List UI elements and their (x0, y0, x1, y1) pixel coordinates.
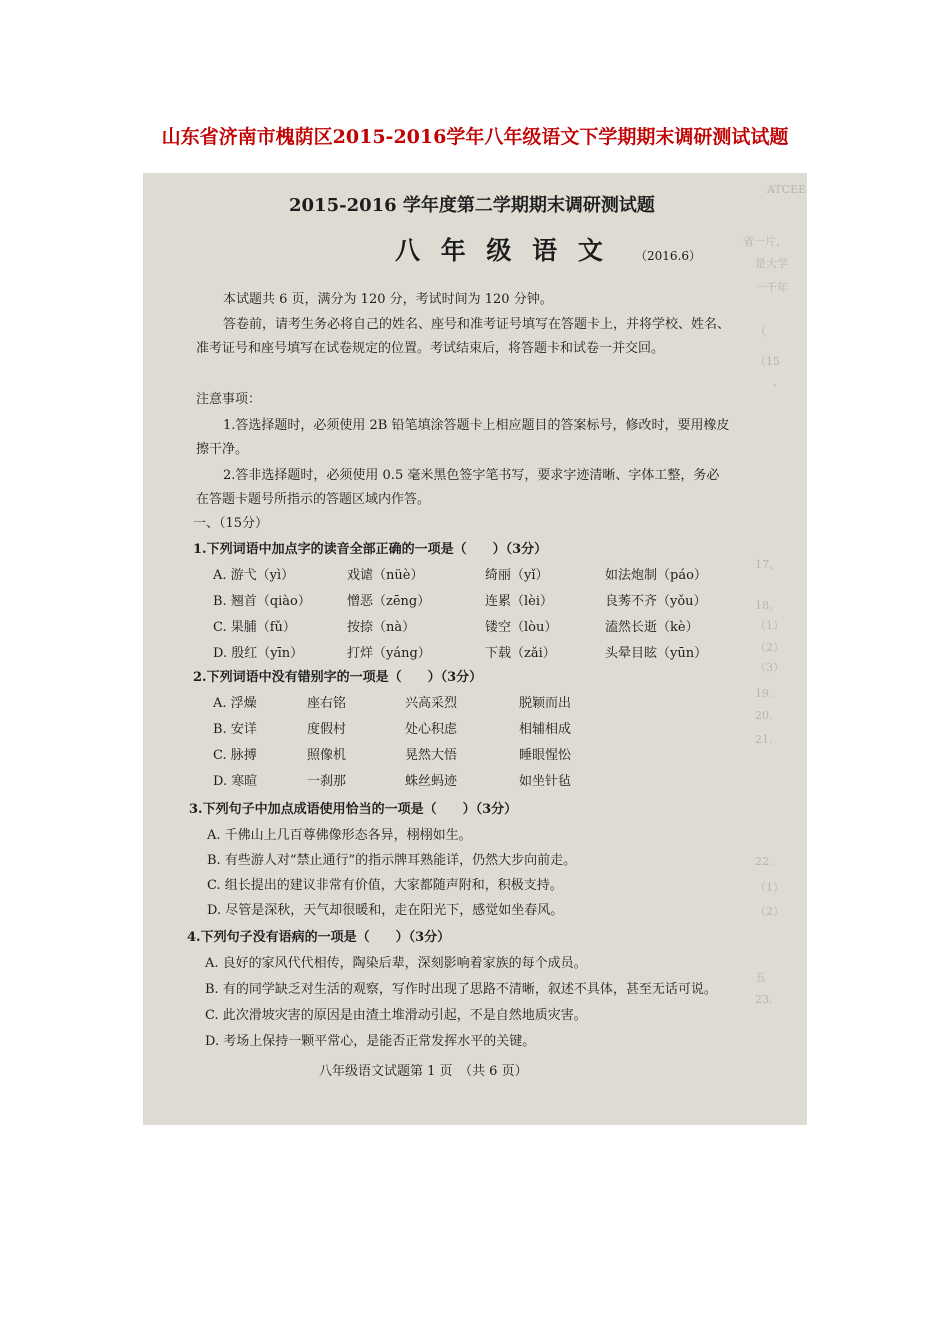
bleed-through-text: 五 (755, 971, 766, 984)
q1-option-word: 憎恶（zēng） (347, 594, 431, 609)
q1-option-word: C. 果脯（fǔ） (213, 620, 296, 635)
q1-option-word: 镂空（lòu） (485, 620, 558, 635)
q2-option-word: 处心积虑 (405, 722, 458, 737)
bleed-through-text: ATCEE (767, 183, 807, 196)
bleed-through-text: （1） (755, 881, 784, 894)
notice-line: 在答题卡题号所指示的答题区域内作答。 (196, 492, 431, 507)
q1-option-word: 绮丽（yǐ） (485, 568, 549, 583)
bleed-through-text: 省一片， (743, 235, 787, 248)
bleed-through-text: （ (755, 325, 766, 338)
q4-option: A. 良好的家风代代相传，陶染后辈，深刻影响着家族的每个成员。 (205, 956, 587, 971)
question-2-stem: 2.下列词语中没有错别字的一项是（ ）（3分） (193, 670, 483, 685)
q2-option-word: 一刹那 (307, 774, 347, 789)
q2-option-word: 晃然大悟 (405, 748, 458, 763)
bleed-through-text: 22. (755, 855, 773, 868)
q3-option: D. 尽管是深秋，天气却很暖和，走在阳光下，感觉如坐春风。 (207, 903, 564, 918)
bleed-through-text: 18。 (755, 599, 780, 612)
q2-option-word: 兴高采烈 (405, 696, 458, 711)
q2-option-word: 脱颖而出 (519, 696, 572, 711)
intro-line: 本试题共 6 页，满分为 120 分，考试时间为 120 分钟。 (223, 292, 553, 307)
q1-option-word: B. 翘首（qiào） (213, 594, 311, 609)
q2-option-word: 相辅相成 (519, 722, 572, 737)
q2-option-word: 睡眼惺忪 (519, 748, 572, 763)
notice-title: 注意事项： (196, 392, 262, 407)
q1-option-word: 下载（zǎi） (485, 646, 556, 661)
q1-option-word: 按捺（nà） (347, 620, 416, 635)
bleed-through-text: （3） (755, 661, 784, 674)
bleed-through-text: 19. (755, 687, 773, 700)
q2-option-word: 蛛丝蚂迹 (405, 774, 458, 789)
subject-title: 八 年 级 语 文 (395, 236, 609, 265)
document-title: 山东省济南市槐荫区2015-2016学年八年级语文下学期期末调研测试试题 (161, 126, 789, 148)
q3-option: C. 组长提出的建议非常有价值，大家都随声附和，积极支持。 (207, 878, 563, 893)
notice-line: 1.答选择题时，必须使用 2B 铅笔填涂答题卡上相应题目的答案标号，修改时，要用橡皮 (223, 418, 730, 433)
q1-option-word: A. 游弋（yì） (213, 568, 295, 583)
notice-line: 擦干净。 (196, 442, 249, 457)
exam-sheet (143, 173, 807, 1125)
q2-option-word: C. 脉搏 (213, 748, 257, 763)
bleed-through-text: （2） (755, 905, 784, 918)
q1-option-word: 连累（lèi） (485, 594, 554, 609)
q1-option-word: 戏谑（nüè） (347, 568, 424, 583)
question-1-stem: 1.下列词语中加点字的读音全部正确的一项是（ ）（3分） (193, 542, 548, 557)
q4-option: D. 考场上保持一颗平常心，是能否正常发挥水平的关键。 (205, 1034, 536, 1049)
q1-option-word: 如法炮制（páo） (605, 568, 707, 583)
q2-option-word: A. 浮燥 (213, 696, 257, 711)
bleed-through-text: 一千年 (755, 281, 788, 294)
bleed-through-text: 23. (755, 993, 773, 1006)
q2-option-word: 如坐针毡 (519, 774, 572, 789)
q4-option: B. 有的同学缺乏对生活的观察，写作时出现了思路不清晰，叙述不具体，甚至无话可说。 (205, 982, 717, 997)
q1-option-word: D. 殷红（yīn） (213, 646, 304, 661)
q2-option-word: 照像机 (307, 748, 347, 763)
bleed-through-text: ， (773, 375, 784, 388)
bleed-through-text: （2） (755, 641, 784, 654)
bleed-through-text: （15 (755, 355, 780, 368)
notice-line: 2.答非选择题时，必须使用 0.5 毫米黑色签字笔书写，要求字迹清晰、字体工整，务必 (223, 468, 720, 483)
bleed-through-text: 是大学 (755, 257, 788, 270)
question-4-stem: 4.下列句子没有语病的一项是（ ）（3分） (187, 930, 451, 945)
question-3-stem: 3.下列句子中加点成语使用恰当的一项是（ ）（3分） (189, 802, 518, 817)
q1-option-word: 打烊（yáng） (347, 646, 431, 661)
section-heading: 一、（15分） (193, 516, 269, 531)
q4-option: C. 此次滑坡灾害的原因是由渣土堆滑动引起，不是自然地质灾害。 (205, 1008, 587, 1023)
q2-option-word: 度假村 (307, 722, 347, 737)
q3-option: A. 千佛山上几百尊佛像形态各异，栩栩如生。 (207, 828, 472, 843)
q1-option-word: 良莠不齐（yǒu） (605, 594, 707, 609)
bleed-through-text: （1） (755, 619, 784, 632)
bleed-through-text: 20. (755, 709, 773, 722)
bleed-through-text: 21. (755, 733, 773, 746)
scanned-exam-page (143, 173, 807, 1125)
q1-option-word: 头晕目眩（yūn） (605, 646, 708, 661)
exam-date: （2016.6） (635, 249, 701, 263)
q2-option-word: B. 安详 (213, 722, 257, 737)
exam-header: 2015-2016 学年度第二学期期末调研测试题 (289, 195, 655, 216)
intro-line: 答卷前，请考生务必将自己的姓名、座号和准考证号填写在答题卡上，并将学校、姓名、 (223, 317, 731, 332)
page-footer: 八年级语文试题第 1 页 （共 6 页） (319, 1064, 528, 1079)
q2-option-word: D. 寒暄 (213, 774, 258, 789)
q1-option-word: 溘然长逝（kè） (605, 620, 699, 635)
intro-line: 准考证号和座号填写在试卷规定的位置。考试结束后，将答题卡和试卷一并交回。 (196, 341, 665, 356)
q2-option-word: 座右铭 (307, 696, 347, 711)
q3-option: B. 有些游人对“禁止通行”的指示牌耳熟能详，仍然大步向前走。 (207, 853, 577, 868)
bleed-through-text: 17、 (755, 558, 780, 571)
